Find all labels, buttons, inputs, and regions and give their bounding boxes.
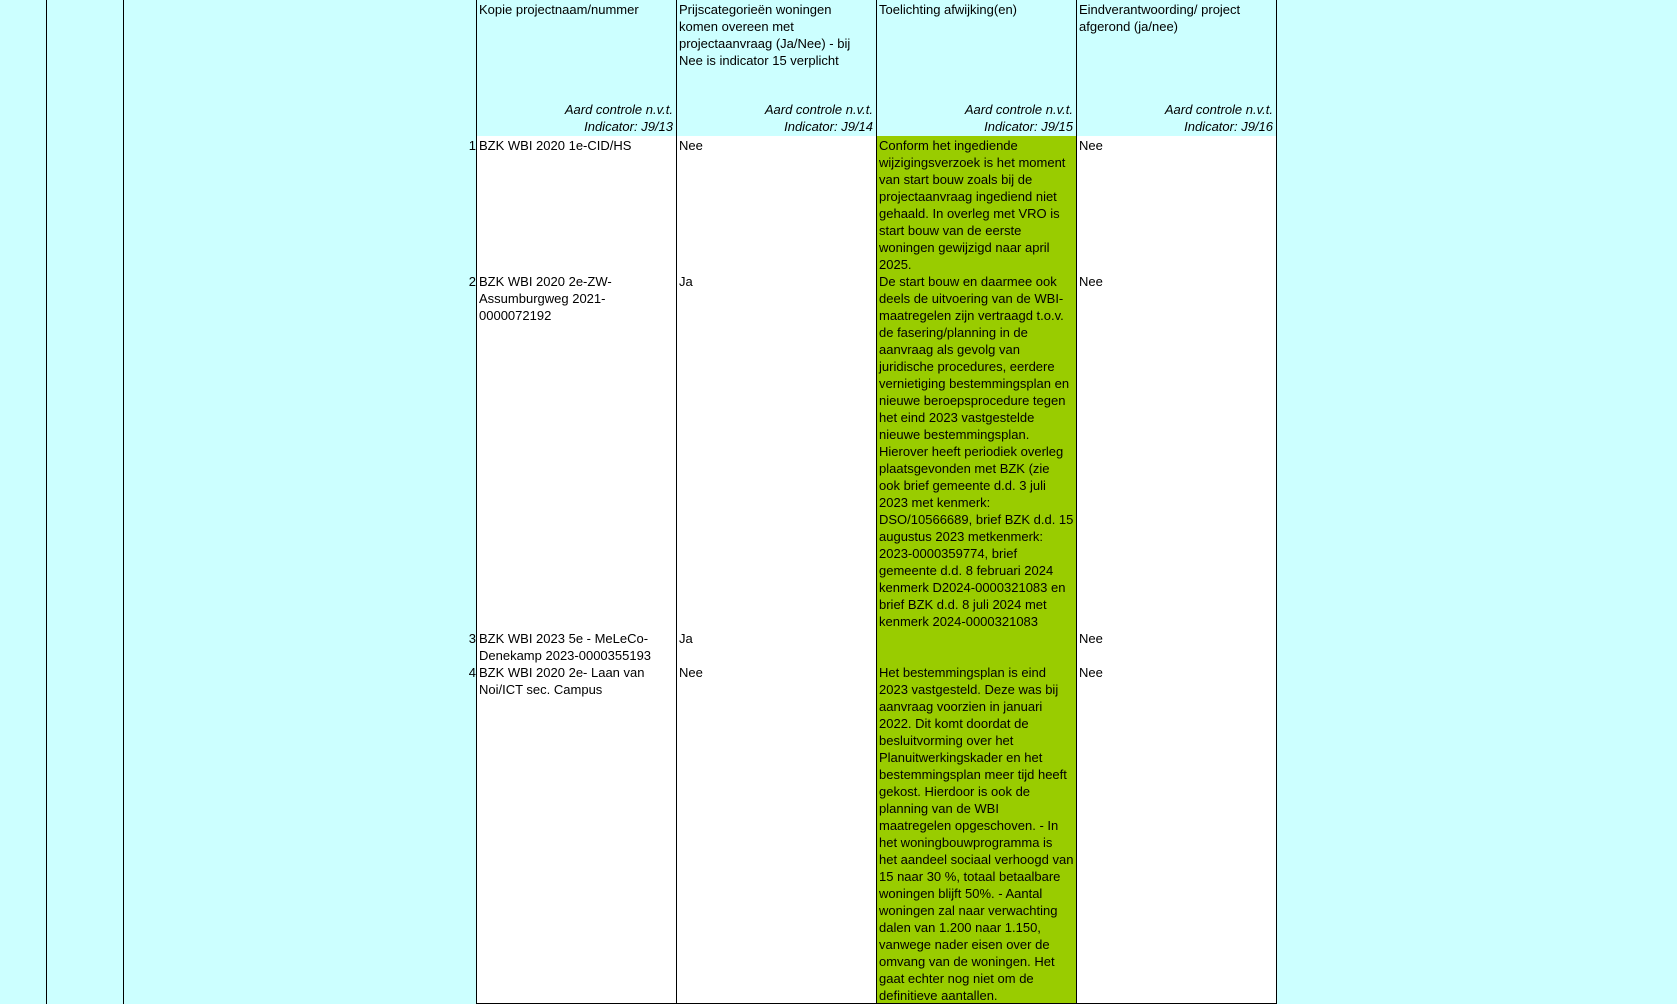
header-project: [476, 0, 676, 137]
header-toelichting-meta: [965, 101, 1073, 135]
header-prijs-title: Prijscategorieën woningen komen overeen met projectaanvraag (Ja/Nee) - bij Nee is indicator 15 verplicht: [679, 2, 851, 68]
cell-project[interactable]: BZK WBI 2020 1e-CID/HS: [476, 136, 676, 273]
grid-line-2: [123, 0, 124, 1004]
row-number: 3: [468, 631, 476, 646]
header-prijs: [676, 0, 876, 137]
cell-project[interactable]: BZK WBI 2023 5e - MeLeCo-Denekamp 2023-0000355193: [476, 629, 676, 664]
cell-toelichting[interactable]: Conform het ingediende wijzigingsverzoek is het moment van start bouw zoals bij de projectaanvraag ingediend niet gehaald. In overleg met VRO is start bouw van de eerste woningen gewijzigd naar april 2025.: [876, 136, 1076, 273]
header-toelichting-indicator: Indicator: J9/15: [984, 119, 1073, 134]
cell-project[interactable]: BZK WBI 2020 2e- Laan van Noi/ICT sec. Campus: [476, 663, 676, 1004]
header-project-meta: [565, 101, 673, 135]
cell-eind[interactable]: Nee: [1076, 136, 1277, 273]
cell-project[interactable]: BZK WBI 2020 2e-ZW-Assumburgweg 2021-0000072192: [476, 272, 676, 630]
header-eind-aard: Aard controle n.v.t.: [1164, 102, 1273, 117]
header-toelichting-title: Toelichting afwijking(en): [879, 2, 1018, 17]
header-prijs-aard: Aard controle n.v.t.: [764, 102, 873, 117]
cell-prijs[interactable]: Nee: [676, 663, 876, 1004]
cell-eind[interactable]: Nee: [1076, 272, 1277, 630]
header-eind-title: Eindverantwoording/ project afgerond (ja/nee): [1079, 2, 1241, 34]
cell-eind[interactable]: Nee: [1076, 629, 1277, 664]
row-number: 1: [468, 138, 476, 153]
cell-toelichting[interactable]: De start bouw en daarmee ook deels de uitvoering van de WBI-maatregelen zijn vertraagd t.o.v. de fasering/planning in de aanvraag als gevolg van juridische procedures, eerdere vernietiging bestemmingsplan en nieuwe beroepsprocedure tegen het eind 2023 vastgestelde nieuwe bestemmingsplan. Hierover heeft periodiek overleg plaatsgevonden met BZK (zie ook brief gemeente d.d. 3 juli 2023 met kenmerk: DSO/10566689, brief BZK d.d. 15 augustus 2023 metkenmerk: 2023-0000359774, brief gemeente d.d. 8 februari 2024 kenmerk D2024-0000321083 en brief BZK d.d. 8 juli 2024 met kenmerk 2024-0000321083: [876, 272, 1076, 630]
header-eind-indicator: Indicator: J9/16: [1184, 119, 1273, 134]
row-number: 4: [468, 665, 476, 680]
header-prijs-indicator: Indicator: J9/14: [784, 119, 873, 134]
cell-eind[interactable]: Nee: [1076, 663, 1277, 1004]
cell-toelichting[interactable]: [876, 629, 1076, 664]
header-eind: [1076, 0, 1277, 137]
header-project-indicator: Indicator: J9/13: [584, 119, 673, 134]
header-project-aard: Aard controle n.v.t.: [564, 102, 673, 117]
header-toelichting-aard: Aard controle n.v.t.: [964, 102, 1073, 117]
header-project-title: Kopie projectnaam/nummer: [479, 2, 639, 17]
row-number: 2: [468, 274, 476, 289]
cell-prijs[interactable]: Nee: [676, 136, 876, 273]
header-eind-meta: [1165, 101, 1273, 135]
header-toelichting: [876, 0, 1076, 137]
cell-prijs[interactable]: Ja: [676, 629, 876, 664]
header-prijs-meta: [765, 101, 873, 135]
cell-toelichting[interactable]: Het bestemmingsplan is eind 2023 vastgesteld. Deze was bij aanvraag voorzien in januari 2022. Dit komt doordat de besluitvorming over het Planuitwerkingskader en het bestemmingsplan meer tijd heeft gekost. Hierdoor is ook de planning van de WBI maatregelen opgeschoven. - In het woningbouwprogramma is het aandeel sociaal verhoogd van 15 naar 30 %, totaal betaalbare woningen blijft 50%. - Aantal woningen zal naar verwachting dalen van 1.200 naar 1.150, vanwege nader eisen over de omvang van de woningen. Het gaat echter nog niet om de definitieve aantallen.: [876, 663, 1076, 1004]
cell-prijs[interactable]: Ja: [676, 272, 876, 630]
grid-line-1: [46, 0, 47, 1004]
